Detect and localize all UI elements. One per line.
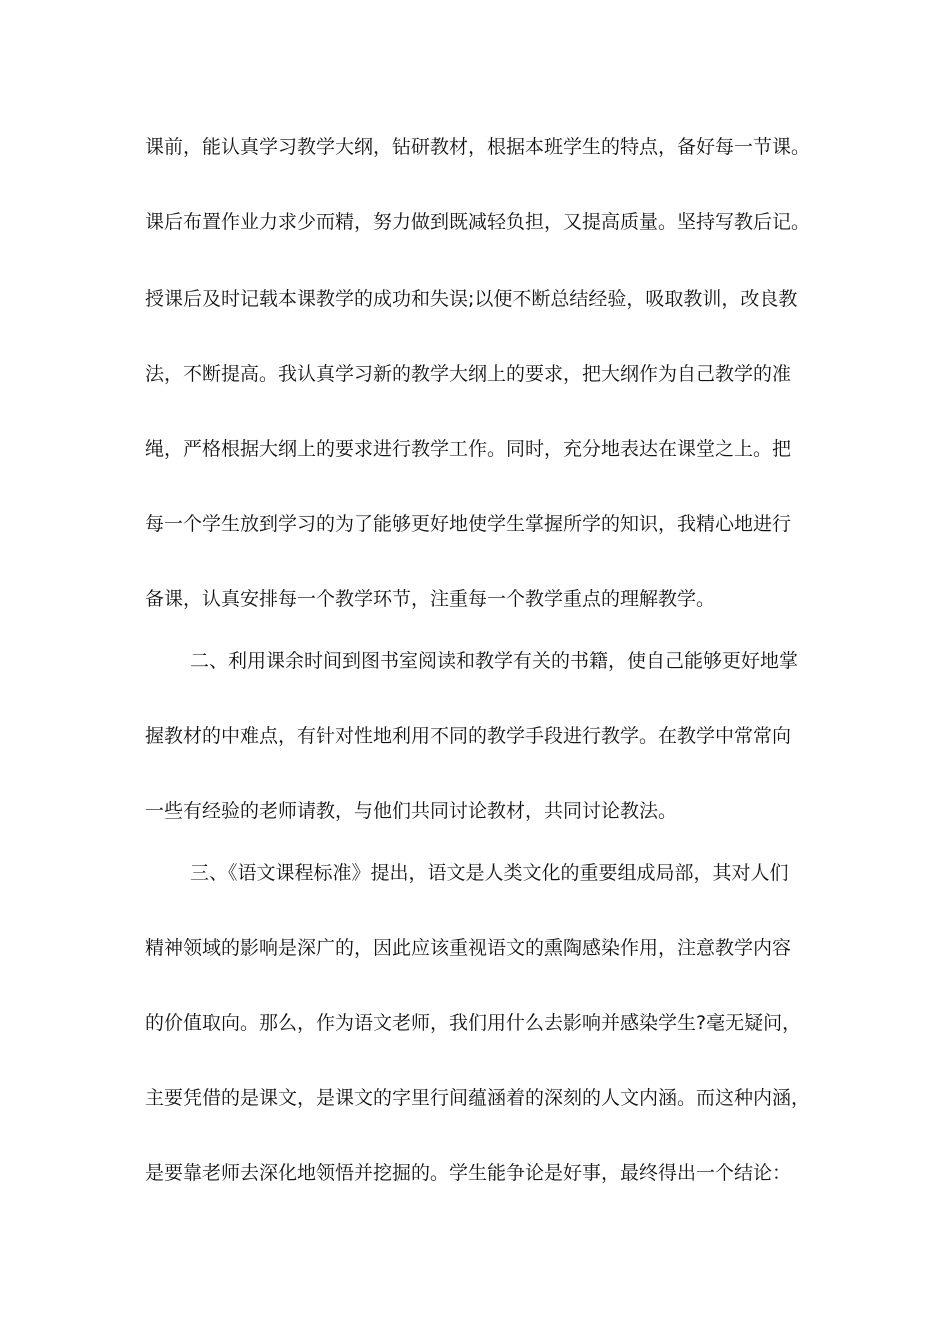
- paragraph-line: 每一个学生放到学习的为了能够更好地使学生掌握所学的知识，我精心地进行: [145, 513, 792, 535]
- paragraph-line: 授课后及时记载本课教学的成功和失误;以便不断总结经验，吸取教训，改良教: [145, 288, 798, 310]
- paragraph-line: 法，不断提高。我认真学习新的教学大纲上的要求，把大纲作为自己教学的准: [145, 363, 792, 385]
- paragraph-line: 绳，严格根据大纲上的要求进行教学工作。同时，充分地表达在课堂之上。把: [145, 438, 792, 460]
- paragraph-line: 课前，能认真学习教学大纲，钻研教材，根据本班学生的特点，备好每一节课。: [145, 136, 811, 158]
- paragraph-line: 的价值取向。那么，作为语文老师，我们用什么去影响并感染学生?毫无疑问，: [145, 1012, 802, 1034]
- paragraph-line: 主要凭借的是课文，是课文的字里行间蕴涵着的深刻的人文内涵。而这种内涵，: [145, 1087, 811, 1109]
- section-two-start-line: 二、利用课余时间到图书室阅读和教学有关的书籍，使自己能够更好地掌: [190, 650, 799, 672]
- paragraph-line: 握教材的中难点，有针对性地利用不同的教学手段进行教学。在教学中常常向: [145, 725, 792, 747]
- paragraph-line: 课后布置作业力求少而精，努力做到既减轻负担，又提高质量。坚持写教后记。: [145, 211, 811, 233]
- paragraph-line: 一些有经验的老师请教，与他们共同讨论教材，共同讨论教法。: [145, 800, 678, 822]
- paragraph-line: 是要靠老师去深化地领悟并挖掘的。学生能争论是好事，最终得出一个结论：: [145, 1162, 792, 1184]
- paragraph-line: 备课，认真安排每一个教学环节，注重每一个教学重点的理解教学。: [145, 588, 716, 610]
- section-three-start-line: 三、《语文课程标准》提出，语文是人类文化的重要组成局部，其对人们: [190, 862, 789, 884]
- paragraph-line: 精神领域的影响是深广的，因此应该重视语文的熏陶感染作用，注意教学内容: [145, 937, 792, 959]
